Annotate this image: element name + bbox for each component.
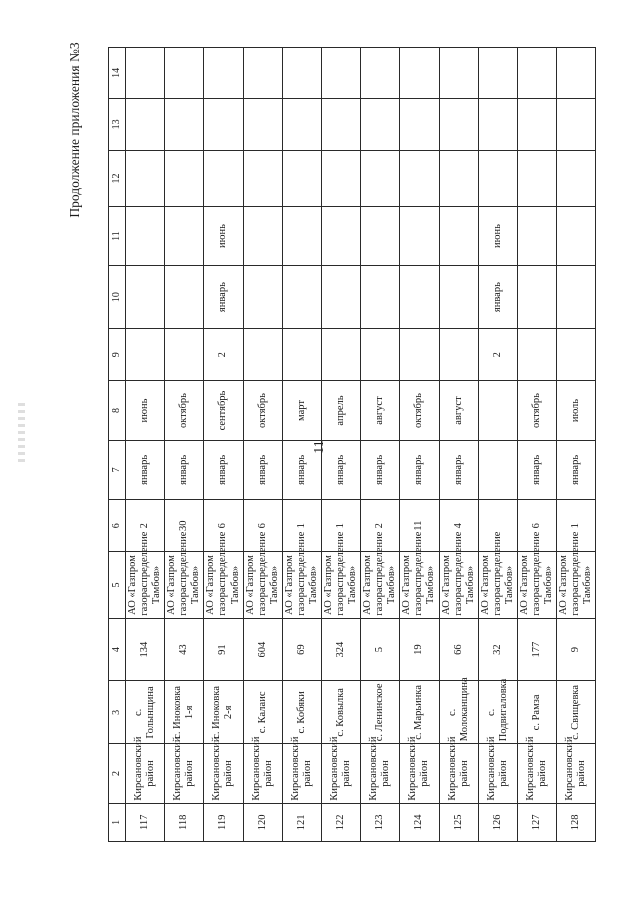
district-cell: Кирсановский район: [204, 744, 243, 803]
col9-cell: [165, 329, 204, 381]
district-cell: Кирсановский район: [361, 744, 400, 803]
households-cell: 32: [478, 618, 517, 681]
start-month-cell: январь: [321, 440, 360, 499]
table-row: [282, 48, 321, 842]
col12-cell: [478, 151, 517, 207]
end-month-cell: октябрь: [400, 381, 439, 440]
col10-cell: [400, 266, 439, 329]
row-number: 128: [557, 803, 596, 841]
district-cell: Кирсановский район: [243, 744, 282, 803]
row-number: 120: [243, 803, 282, 841]
column-header: 1: [109, 803, 126, 841]
end-month-cell: июль: [557, 381, 596, 440]
column-header: 12: [109, 151, 126, 207]
col6-cell: 1: [282, 500, 321, 552]
village-cell: с. Молоканщина: [439, 681, 478, 744]
col13-cell: [400, 98, 439, 150]
start-month-cell: январь: [517, 440, 556, 499]
col9-cell: [282, 329, 321, 381]
district-cell: Кирсановский район: [321, 744, 360, 803]
header-row: [109, 48, 126, 842]
organization-cell: АО «Газпром газораспределение Тамбов»: [204, 552, 243, 618]
table-row: [517, 48, 556, 842]
end-month-cell: июнь: [126, 381, 165, 440]
col6-cell: 4: [439, 500, 478, 552]
col9-cell: 2: [478, 329, 517, 381]
col14-cell: [557, 48, 596, 99]
col12-cell: [126, 151, 165, 207]
table-row: [243, 48, 282, 842]
col14-cell: [243, 48, 282, 99]
district-cell: Кирсановский район: [400, 744, 439, 803]
start-month-cell: январь: [400, 440, 439, 499]
col6-cell: 1: [557, 500, 596, 552]
table-row: [439, 48, 478, 842]
row-number: 126: [478, 803, 517, 841]
start-month-cell: январь: [557, 440, 596, 499]
col11-cell: [282, 206, 321, 265]
organization-cell: АО «Газпром газораспределение Тамбов»: [321, 552, 360, 618]
col6-cell: 2: [126, 500, 165, 552]
table-body: [126, 48, 596, 842]
col14-cell: [165, 48, 204, 99]
col14-cell: [400, 48, 439, 99]
village-cell: с. Подвигаловка: [478, 681, 517, 744]
table-row: [478, 48, 517, 842]
col11-cell: июнь: [204, 206, 243, 265]
col12-cell: [361, 151, 400, 207]
col13-cell: [282, 98, 321, 150]
end-month-cell: октябрь: [165, 381, 204, 440]
start-month-cell: январь: [126, 440, 165, 499]
households-cell: 9: [557, 618, 596, 681]
schedule-table: [108, 47, 596, 842]
col14-cell: [517, 48, 556, 99]
col9-cell: [321, 329, 360, 381]
households-cell: 134: [126, 618, 165, 681]
col6-cell: 6: [243, 500, 282, 552]
organization-cell: АО «Газпром газораспределение Тамбов»: [282, 552, 321, 618]
col11-cell: [400, 206, 439, 265]
table-row: [557, 48, 596, 842]
column-header: 14: [109, 48, 126, 99]
col10-cell: [439, 266, 478, 329]
column-header: 5: [109, 552, 126, 618]
column-header: 7: [109, 440, 126, 499]
col9-cell: [400, 329, 439, 381]
households-cell: 324: [321, 618, 360, 681]
col14-cell: [282, 48, 321, 99]
table-row: [165, 48, 204, 842]
col10-cell: [361, 266, 400, 329]
col13-cell: [517, 98, 556, 150]
column-header: 2: [109, 744, 126, 803]
col12-cell: [400, 151, 439, 207]
col12-cell: [243, 151, 282, 207]
col11-cell: [126, 206, 165, 265]
col9-cell: [557, 329, 596, 381]
col6-cell: 2: [361, 500, 400, 552]
column-header: 4: [109, 618, 126, 681]
col11-cell: [439, 206, 478, 265]
row-number: 125: [439, 803, 478, 841]
column-header: 3: [109, 681, 126, 744]
end-month-cell: [478, 381, 517, 440]
village-cell: с. Свищевка: [557, 681, 596, 744]
households-cell: 5: [361, 618, 400, 681]
row-number: 127: [517, 803, 556, 841]
col12-cell: [165, 151, 204, 207]
col9-cell: [243, 329, 282, 381]
col10-cell: [517, 266, 556, 329]
village-cell: с. Рамза: [517, 681, 556, 744]
col10-cell: январь: [478, 266, 517, 329]
village-cell: с. Калаис: [243, 681, 282, 744]
organization-cell: АО «Газпром газораспределение Тамбов»: [243, 552, 282, 618]
col10-cell: [282, 266, 321, 329]
col13-cell: [165, 98, 204, 150]
households-cell: 177: [517, 618, 556, 681]
col14-cell: [204, 48, 243, 99]
col11-cell: июнь: [478, 206, 517, 265]
district-cell: Кирсановский район: [557, 744, 596, 803]
row-number: 121: [282, 803, 321, 841]
col10-cell: [243, 266, 282, 329]
start-month-cell: [478, 440, 517, 499]
col6-cell: 6: [204, 500, 243, 552]
district-cell: Кирсановский район: [165, 744, 204, 803]
village-cell: с. Иноковка 1-я: [165, 681, 204, 744]
col9-cell: [517, 329, 556, 381]
households-cell: 604: [243, 618, 282, 681]
rotated-table-wrapper: [108, 47, 594, 842]
households-cell: 91: [204, 618, 243, 681]
row-number: 117: [126, 803, 165, 841]
col13-cell: [439, 98, 478, 150]
scan-artifact: [18, 403, 25, 463]
start-month-cell: январь: [243, 440, 282, 499]
row-number: 122: [321, 803, 360, 841]
end-month-cell: апрель: [321, 381, 360, 440]
organization-cell: АО «Газпром газораспределение Тамбов»: [478, 552, 517, 618]
col9-cell: [439, 329, 478, 381]
col11-cell: [321, 206, 360, 265]
col14-cell: [478, 48, 517, 99]
col9-cell: [361, 329, 400, 381]
organization-cell: АО «Газпром газораспределение Тамбов»: [517, 552, 556, 618]
col6-cell: 11: [400, 500, 439, 552]
col12-cell: [204, 151, 243, 207]
col13-cell: [126, 98, 165, 150]
col10-cell: [126, 266, 165, 329]
column-header: 10: [109, 266, 126, 329]
col10-cell: январь: [204, 266, 243, 329]
row-number: 118: [165, 803, 204, 841]
page-number: 11: [312, 440, 327, 454]
col6-cell: 30: [165, 500, 204, 552]
col11-cell: [243, 206, 282, 265]
village-cell: с. Марьинка: [400, 681, 439, 744]
col13-cell: [204, 98, 243, 150]
col11-cell: [361, 206, 400, 265]
col10-cell: [557, 266, 596, 329]
col13-cell: [478, 98, 517, 150]
col12-cell: [321, 151, 360, 207]
col10-cell: [165, 266, 204, 329]
end-month-cell: сентябрь: [204, 381, 243, 440]
district-cell: Кирсановский район: [126, 744, 165, 803]
start-month-cell: январь: [361, 440, 400, 499]
row-number: 124: [400, 803, 439, 841]
start-month-cell: январь: [282, 440, 321, 499]
village-cell: с. Кобяки: [282, 681, 321, 744]
col9-cell: [126, 329, 165, 381]
col12-cell: [282, 151, 321, 207]
organization-cell: АО «Газпром газораспределение Тамбов»: [126, 552, 165, 618]
organization-cell: АО «Газпром газораспределение Тамбов»: [361, 552, 400, 618]
households-cell: 19: [400, 618, 439, 681]
col14-cell: [361, 48, 400, 99]
end-month-cell: октябрь: [517, 381, 556, 440]
col10-cell: [321, 266, 360, 329]
organization-cell: АО «Газпром газораспределение Тамбов»: [400, 552, 439, 618]
district-cell: Кирсановский район: [517, 744, 556, 803]
col13-cell: [557, 98, 596, 150]
col11-cell: [517, 206, 556, 265]
village-cell: с. Ленинское: [361, 681, 400, 744]
col11-cell: [165, 206, 204, 265]
start-month-cell: январь: [439, 440, 478, 499]
column-header: 11: [109, 206, 126, 265]
table-row: [400, 48, 439, 842]
start-month-cell: январь: [204, 440, 243, 499]
col14-cell: [439, 48, 478, 99]
table-row: [321, 48, 360, 842]
district-cell: Кирсановский район: [439, 744, 478, 803]
col6-cell: 6: [517, 500, 556, 552]
households-cell: 69: [282, 618, 321, 681]
table-row: [361, 48, 400, 842]
row-number: 119: [204, 803, 243, 841]
col11-cell: [557, 206, 596, 265]
organization-cell: АО «Газпром газораспределение Тамбов»: [557, 552, 596, 618]
column-header: 13: [109, 98, 126, 150]
district-cell: Кирсановский район: [478, 744, 517, 803]
col6-cell: 1: [321, 500, 360, 552]
appendix-title: Продолжение приложения №3: [67, 42, 82, 218]
column-header: 6: [109, 500, 126, 552]
column-header: 8: [109, 381, 126, 440]
column-header: 9: [109, 329, 126, 381]
households-cell: 66: [439, 618, 478, 681]
row-number: 123: [361, 803, 400, 841]
village-cell: с. Ковылка: [321, 681, 360, 744]
col12-cell: [439, 151, 478, 207]
col12-cell: [517, 151, 556, 207]
table-row: [126, 48, 165, 842]
end-month-cell: август: [361, 381, 400, 440]
col13-cell: [321, 98, 360, 150]
col13-cell: [243, 98, 282, 150]
district-cell: Кирсановский район: [282, 744, 321, 803]
col14-cell: [126, 48, 165, 99]
col13-cell: [361, 98, 400, 150]
col12-cell: [557, 151, 596, 207]
end-month-cell: октябрь: [243, 381, 282, 440]
village-cell: с. Голынщина: [126, 681, 165, 744]
organization-cell: АО «Газпром газораспределение Тамбов»: [165, 552, 204, 618]
table-row: [204, 48, 243, 842]
start-month-cell: январь: [165, 440, 204, 499]
households-cell: 43: [165, 618, 204, 681]
end-month-cell: март: [282, 381, 321, 440]
col14-cell: [321, 48, 360, 99]
end-month-cell: август: [439, 381, 478, 440]
village-cell: с. Иноковка 2-я: [204, 681, 243, 744]
col9-cell: 2: [204, 329, 243, 381]
organization-cell: АО «Газпром газораспределение Тамбов»: [439, 552, 478, 618]
